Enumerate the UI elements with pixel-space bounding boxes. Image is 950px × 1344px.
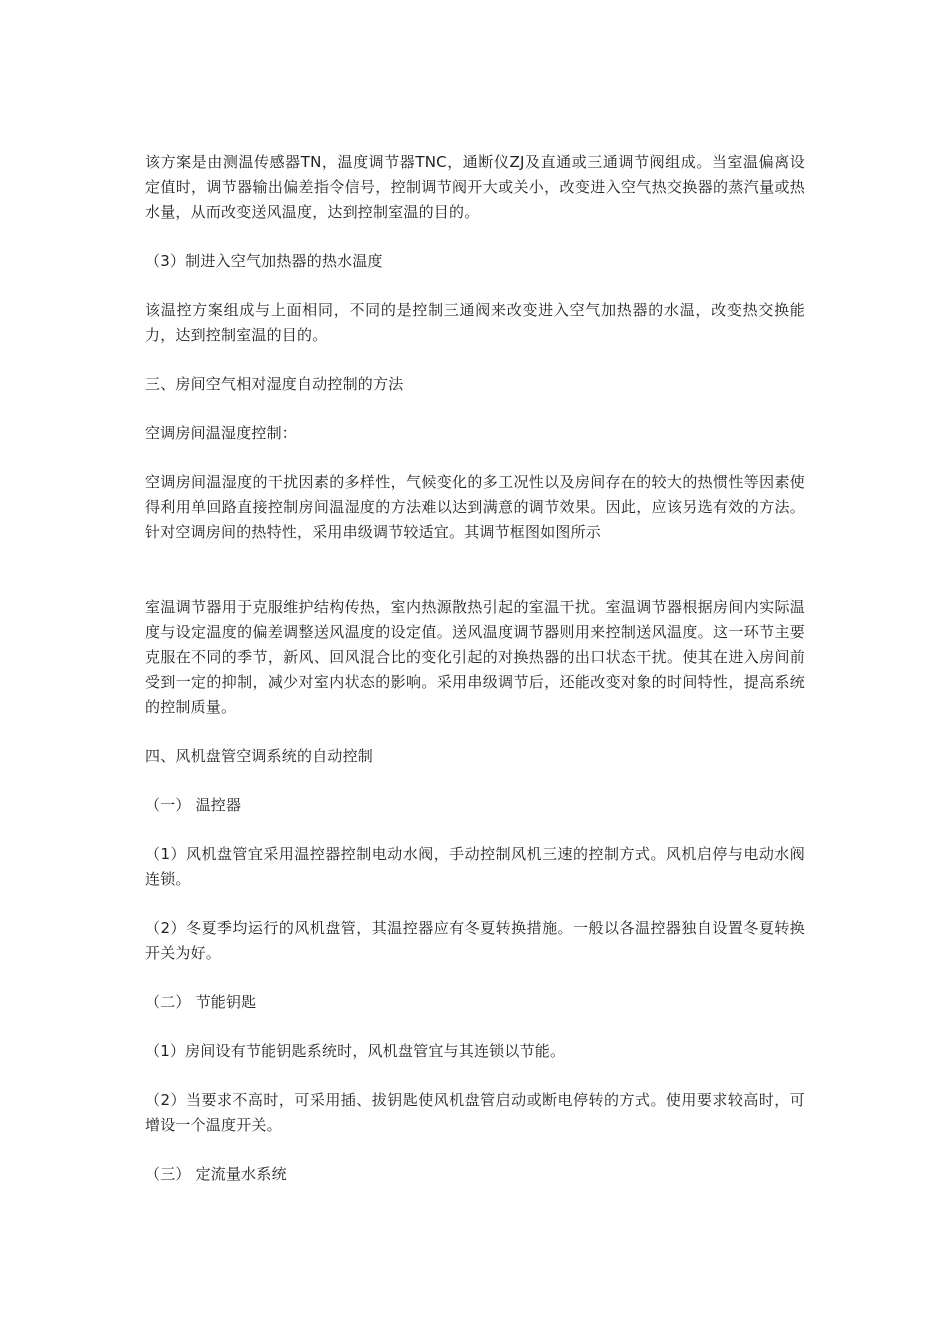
- paragraph-thermostat-1: （1）风机盘管宜采用温控器控制电动水阀，手动控制风机三速的控制方式。风机启停与电动水阀连锁。: [145, 845, 805, 888]
- subheading-room-temp-humidity: 空调房间温湿度控制：: [145, 424, 298, 442]
- document-page: [145, 150, 805, 1187]
- section-heading-humidity-control: 三、房间空气相对湿度自动控制的方法: [145, 375, 404, 393]
- paragraph-temperature-control-scheme: 该方案是由测温传感器TN，温度调节器TNC，通断仪ZJ及直通或三通调节阀组成。当室温偏离设定值时，调节器输出偏差指令信号，控制调节阀开大或关小，改变进入空气热交换器的蒸汽量或热水量，从而改变送风温度，达到控制室温的目的。: [145, 153, 805, 221]
- paragraph-energy-key-2: （2）当要求不高时，可采用插、拔钥匙使风机盘管启动或断电停转的方式。使用要求较高时，可增设一个温度开关。: [145, 1091, 805, 1134]
- subheading-constant-flow: （三） 定流量水系统: [145, 1165, 287, 1183]
- subheading-thermostat: （一） 温控器: [145, 796, 242, 814]
- paragraph-energy-key-1: （1）房间设有节能钥匙系统时，风机盘管宜与其连锁以节能。: [145, 1042, 566, 1060]
- paragraph-cascade-control: 空调房间温湿度的干扰因素的多样性，气候变化的多工况性以及房间存在的较大的热惯性等因素使得利用单回路直接控制房间温湿度的方法难以达到满意的调节效果。因此，应该另选有效的方法。针对空调房间的热特性，采用串级调节较适宜。其调节框图如图所示: [145, 473, 805, 541]
- subheading-energy-key: （二） 节能钥匙: [145, 993, 257, 1011]
- paragraph-three-way-valve: 该温控方案组成与上面相同，不同的是控制三通阀来改变进入空气加热器的水温，改变热交换能力，达到控制室温的目的。: [145, 301, 805, 344]
- subheading-hot-water-temperature: （3）制进入空气加热器的热水温度: [145, 252, 383, 270]
- section-heading-fan-coil: 四、风机盘管空调系统的自动控制: [145, 747, 374, 765]
- paragraph-thermostat-2: （2）冬夏季均运行的风机盘管，其温控器应有冬夏转换措施。一般以各温控器独自设置冬夏转换开关为好。: [145, 919, 805, 962]
- paragraph-room-temp-regulator: 室温调节器用于克服维护结构传热，室内热源散热引起的室温干扰。室温调节器根据房间内实际温度与设定温度的偏差调整送风温度的设定值。送风温度调节器则用来控制送风温度。这一环节主要克服在不同的季节，新风、回风混合比的变化引起的对换热器的出口状态干扰。使其在进入房间前受到一定的抑制，减少对室内状态的影响。采用串级调节后，还能改变对象的时间特性，提高系统的控制质量。: [145, 598, 805, 716]
